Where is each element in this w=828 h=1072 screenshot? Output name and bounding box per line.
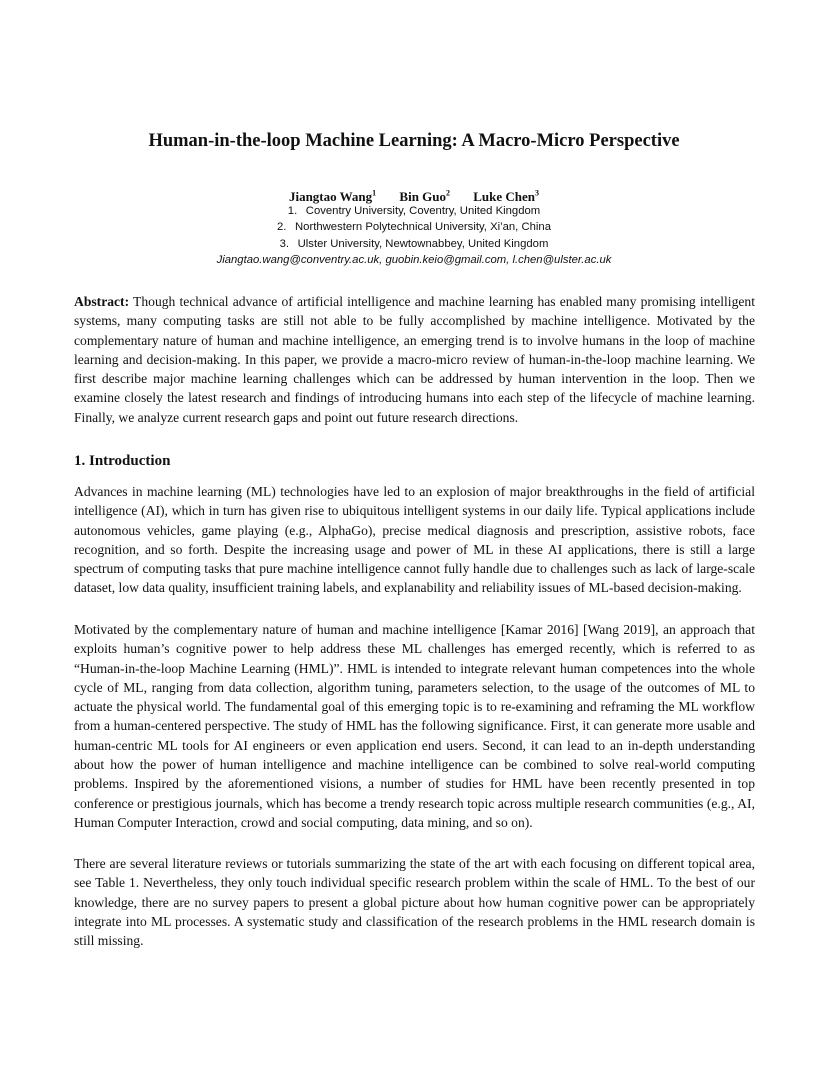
affiliation: 2. Northwestern Polytechnical University, Xi’an, China [277,221,551,234]
author-emails: Jiangtao.wang@conventry.ac.uk, guobin.keio@gmail.com, l.chen@ulster.ac.uk [216,254,612,266]
author: Luke Chen$^3$ [473,189,540,205]
affiliation-list [0,203,828,252]
affiliation: 1. Coventry University, Coventry, United Kingdom [287,205,541,217]
affiliation: 3. Ulster University, Newtownabbey, United Kingdom [279,237,549,250]
abstract-label: Abstract: [74,294,130,309]
author: Bin Guo$^2$ [399,189,451,205]
author: Jiangtao Wang$^1$ [288,189,377,205]
abstract-text: Though technical advance of artificial intelligence and machine learning has enabled many promising intelligent systems, many computing tasks are still not able to be fully accomplished by machine intelligence. Motivated by the complementary nature of human and machine intelligence, an emerging trend is to involve humans in the loop of machine learning and decision-making. In this paper, we provide a macro-micro review of human-in-the-loop machine learning. We first describe major machine learning challenges which can be addressed by human intervention in the loop. Then we examine closely the latest research and findings of introducing humans into each step of the lifecycle of machine learning. Finally, we analyze current research gaps and point out future research directions. [74,294,755,425]
paragraph: Advances in machine learning (ML) technologies have led to an explosion of major breakthroughs in the field of artificial intelligence (AI), which in turn has given rise to ubiquitous intelligent systems in our daily life. Typical applications include autonomous vehicles, game playing (e.g., AlphaGo), precise medical diagnosis and prescription, assistive robots, face recognition, and so forth. Despite the increasing usage and power of ML in these AI applications, there is still a large spectrum of computing tasks that pure machine intelligence cannot fully handle due to challenges such as lack of large-scale dataset, low data quality, insufficient training labels, and explanability and reliability issues of ML-based decision-making. [74,484,755,596]
paper-title: Human-in-the-loop Machine Learning: A Macro-Micro Perspective [148,131,680,151]
paragraph: There are several literature reviews or tutorials summarizing the state of the art with each focusing on different topical area, see Table 1. Nevertheless, they only touch individual specific research problem within the scale of HML. To the best of our knowledge, there are no survey papers to present a global picture about how human cognitive power can be appropriately integrate into ML processes. A systematic study and classification of the research problems in the HML research domain is still missing. [74,856,755,949]
paragraph: Motivated by the complementary nature of human and machine intelligence [Kamar 2016] [Wang 2019], an approach that exploits human’s cognitive power to help address these ML challenges has emerged recently, which is referred to as “Human-in-the-loop Machine Learning (HML)”. HML is intended to integrate relevant human competences into the whole cycle of ML, ranging from data collection, algorithm tuning, parameters selection, to the usage of the outcomes of ML to actuate the physical world. The fundamental goal of this emerging topic is to re-examining and reframing the ML workflow from a human-centered perspective. The study of HML has the following significance. First, it can generate more usable and human-centric ML tools for AI engineers or even application end users. Second, it can lead to an in-depth understanding about how the power of human intelligence and machine intelligence can be combined to solve real-world computing problems. Inspired by the aforementioned visions, a number of studies for HML have been recently presented in top conference or prestigious journals, which has become a trendy research topic across multiple research communities (e.g., AI, Human Computer Interaction, crowd and social computing, data mining, and so on). [74,622,755,830]
abstract [74,292,755,427]
section-heading: 1. Introduction [74,453,171,469]
